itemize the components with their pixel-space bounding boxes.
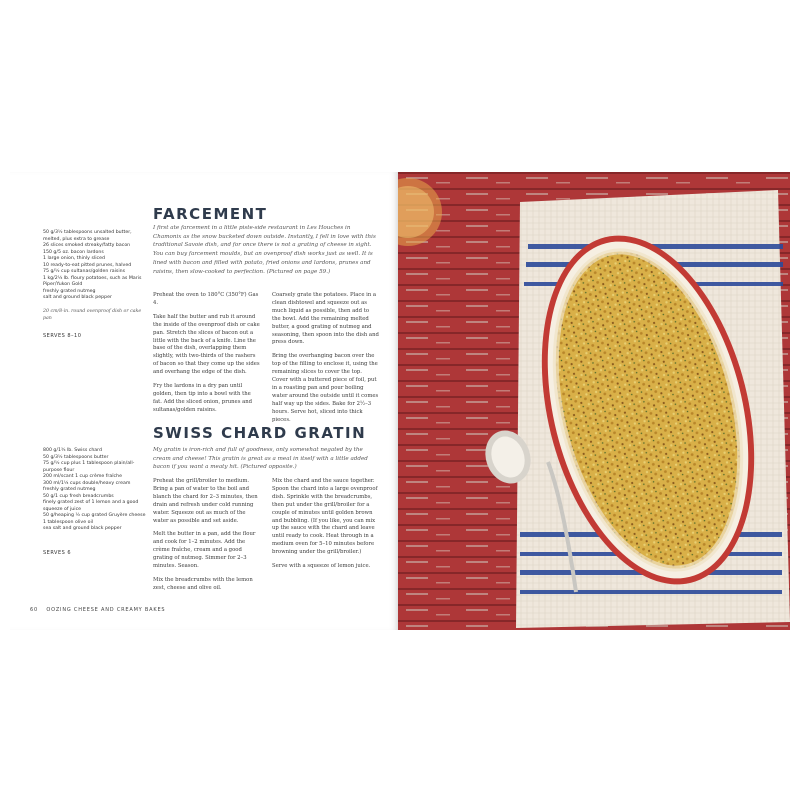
method-paragraph: Serve with a squeeze of lemon juice.	[272, 563, 371, 570]
chard-serves: SERVES 6	[43, 550, 72, 556]
book-spread	[10, 172, 790, 630]
method-paragraph: Take half the butter and rub it around the inside of the ovenproof dish or cake pan. Stretch the slices of bacon out a little with the back of a knife. Line the base of the dish, overlapping them slightly, with two-thirds of the rashers of bacon so that they come up the sides and overhang the edge of the dish.	[153, 313, 260, 376]
gratin-photo-illustration	[398, 172, 790, 630]
method-paragraph: Mix the chard and the sauce together. Spoon the chard into a large ovenproof dish. Sprinkle with the breadcrumbs, then put under the grill/broiler for a couple of minutes until golden brown and bubbling. (If you like, you can mix up the sauce with the chard and leave until ready to cook. Heat through in a medium oven for 5–10 minutes before browning under the grill/broiler.)	[272, 478, 378, 556]
ingredient-item: finely grated zest of 1 lemon and a good squeeze of juice	[43, 500, 139, 512]
ingredient-item: 150 g/5 oz. bacon lardons	[43, 249, 104, 255]
ingredient-item: 75 g/½ cup sultanas/golden raisins	[43, 269, 126, 274]
page-footer	[30, 607, 165, 613]
ingredient-item: 800 g/1¾ lb. Swiss chard	[43, 448, 102, 453]
farcement-intro: I first ate farcement in a little piste-side restaurant in Les Houches in Chamonix as the snow bucketed down outside. Instantly, I fell in love with this traditional Savoie dish, and for once there is not a grating of cheese in sight. You can buy farcement moulds, but an ovenproof dish works just as well. It is lined with bacon and filled with potato, fried onions and lardons, prunes and raisins, then slow-cooked to perfection. (Pictured on page 59.)	[153, 225, 376, 275]
ingredient-item: 50 g/1 cup fresh breadcrumbs	[43, 493, 114, 499]
section-name: OOZING CHEESE AND CREAMY BAKES	[46, 607, 166, 613]
farcement-method-column-1	[153, 292, 260, 421]
ingredient-item: freshly grated nutmeg	[43, 487, 96, 492]
method-paragraph: Fry the lardons in a dry pan until golden, then tip into a bowl with the fat. Add the sliced onion, prunes and sultanas/golden raisins.	[153, 383, 253, 413]
farcement-ingredient-list	[43, 230, 146, 302]
ingredient-item: 10 ready-to-eat pitted prunes, halved	[43, 262, 132, 268]
method-paragraph: Preheat the oven to 180°C (350°F) Gas 4.	[153, 292, 259, 306]
chard-intro: My gratin is iron-rich and full of goodness, only somewhat negated by the cream and cheese! This gratin is great as a meal in itself with a little added bacon if you want a meaty hit. (Pictured opposite.)	[153, 447, 368, 471]
ingredient-item: freshly grated nutmeg	[43, 288, 96, 294]
farcement-title: FARCEMENT	[153, 205, 268, 223]
method-paragraph: Bring the overhanging bacon over the top of the filling to enclose it, using the remaining slices to cover the top. Cover with a buttered piece of foil, put in a roasting pan and pour boiling water around the outside until it comes half way up the sides. Bake for 2½–3 hours. Serve hot, sliced into thick pieces.	[272, 353, 379, 423]
farcement-serves: SERVES 8–10	[43, 333, 82, 339]
farcement-dish-note: 20 cm/8-in. round ovenproof dish or cake pan	[43, 309, 142, 321]
method-paragraph: Mix the breadcrumbs with the lemon zest, cheese and olive oil.	[153, 576, 253, 591]
gratin-photo	[398, 172, 790, 630]
ingredient-item: 1 tablespoon olive oil	[43, 519, 94, 525]
chard-title: SWISS CHARD GRATIN	[153, 424, 367, 442]
ingredient-item: 200 ml/scant 1 cup crème fraîche	[43, 474, 122, 479]
ingredient-item: 1 large onion, thinly sliced	[43, 256, 105, 261]
ingredient-item: salt and ground black pepper	[43, 295, 112, 300]
page-number: 60	[30, 607, 38, 613]
method-paragraph: Preheat the grill/broiler to medium. Bring a pan of water to the boil and blanch the chard for 2–3 minutes, then drain and refresh under cold running water. Squeeze out as much of the water as possible and set aside.	[153, 478, 258, 524]
left-page	[10, 172, 398, 630]
ingredient-item: 50 g/3½ tablespoons butter	[43, 454, 109, 460]
ingredient-item: 300 ml/1¼ cups double/heavy cream	[43, 480, 131, 486]
ingredient-item: sea salt and ground black pepper	[43, 526, 122, 531]
method-paragraph: Coarsely grate the potatoes. Place in a clean dishtowel and squeeze out as much liquid as possible, then add to the bowl. Add the remaining melted butter, a good grating of nutmeg and seasoning, then spoon into the dish and press down.	[272, 292, 379, 346]
ingredient-item: 26 slices smoked streaky/fatty bacon	[43, 243, 131, 248]
method-paragraph: Melt the butter in a pan, add the flour and cook for 1–2 minutes. Add the crème fraîche, cream and a good grating of nutmeg. Simmer for 2–3 minutes. Season.	[153, 531, 256, 570]
ingredient-item: 50 g/3½ tablespoons unsalted butter, melted, plus extra to grease	[43, 230, 132, 242]
ingredient-item: 75 g/½ cup plus 1 tablespoon plain/all-purpose flour	[43, 461, 135, 473]
chard-ingredient-list	[43, 448, 146, 533]
farcement-method-column-2	[272, 292, 379, 431]
ingredient-item: 1 kg/2¼ lb. floury potatoes, such as Maris Piper/Yukon Gold	[43, 275, 142, 287]
chard-method-column-1	[153, 478, 260, 599]
ingredient-item: 50 g/heaping ½ cup grated Gruyère cheese	[43, 513, 146, 518]
chard-method-column-2	[272, 478, 379, 577]
